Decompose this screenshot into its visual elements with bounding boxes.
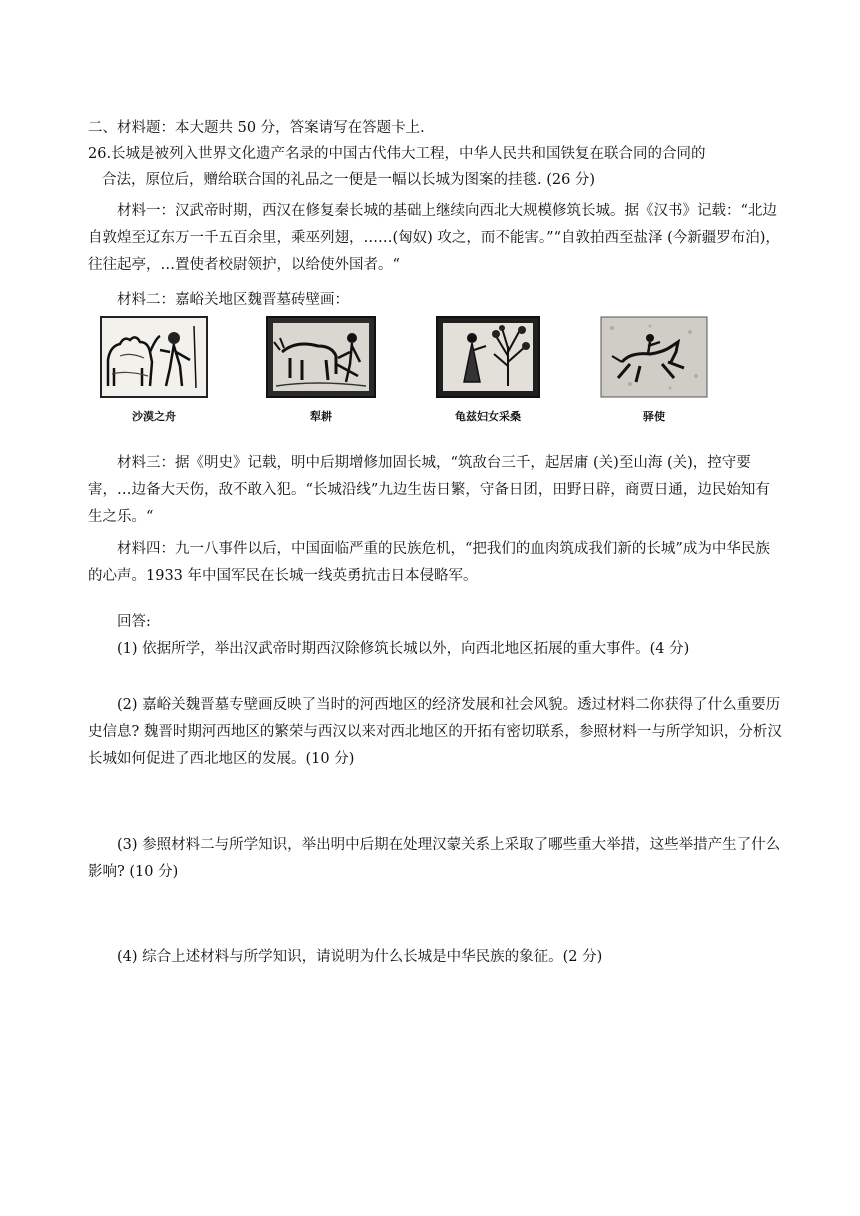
mural-2 [266, 316, 376, 398]
material-1: 材料一：汉武帝时期，西汉在修复秦长城的基础上继续向西北大规模修筑长城。据《汉书》记载：“北边自敦煌至辽东万一千五百余里，乘巫列翅，……(匈奴) 攻之，而不能害。”“自敦拍西至盐泽 (今新疆罗布泊)，往往起亭，…置使者校尉领护，以给使外国者。“ [88, 203, 780, 273]
sub-question-2: (2) 嘉峪关魏晋墓专壁画反映了当时的河西地区的经济发展和社会风貌。透过材料二你获得了什么重要历史信息? 魏晋时期河西地区的繁荣与西汉以来对西北地区的开拓有密切联系，参照材料一与所学知识，分析汉长城如何促进了西北地区的发展。(10 分) [88, 697, 782, 767]
material-4: 材料四：九一八事件以后，中国面临严重的民族危机，“把我们的血肉筑成我们新的长城”成为中华民族的心声。1933 年中国军民在长城一线英勇抗击日本侵略军。 [88, 541, 770, 584]
section-heading: 二、材料题：本大题共 50 分，答案请写在答题卡上. [88, 120, 425, 136]
mural-1 [100, 316, 208, 398]
mulberry-picking-mural-icon [436, 316, 540, 398]
ox-plough-mural-icon [266, 316, 376, 398]
material-3: 材料三：据《明史》记载，明中后期增修加固长城，“筑敌台三千，起居庸 (关)至山海 (关)，控守要害，…边备大天伤，敌不敢入犯。“长城沿线”九边生齿日繁，守备日团，田野日辟，商贾日通，边民始知有生之乐。“ [88, 455, 770, 525]
answer-label: 回答: [117, 614, 151, 630]
mural-3-caption: 龟兹妇女采桑 [455, 410, 521, 423]
mural-gallery [96, 316, 736, 426]
material-2-label: 材料二：嘉峪关地区魏晋墓砖壁画： [117, 292, 349, 308]
mural-2-caption: 犁耕 [310, 410, 332, 423]
mural-3 [436, 316, 540, 398]
question-26-line2: 合法，原位后，赠给联合国的礼品之一便是一幅以长城为图案的挂毯. (26 分) [102, 172, 596, 188]
sub-question-1: (1) 依据所学，举出汉武帝时期西汉除修筑长城以外，向西北地区拓展的重大事件。(4 分) [117, 641, 690, 657]
mural-1-caption: 沙漠之舟 [132, 410, 176, 423]
mural-4-caption: 驿使 [643, 410, 665, 423]
sub-question-4: (4) 综合上述材料与所学知识，请说明为什么长城是中华民族的象征。(2 分) [117, 949, 603, 965]
courier-on-horse-mural-icon [600, 316, 708, 398]
camel-caravan-mural-icon [100, 316, 208, 398]
question-26-line1: 26.长城是被列入世界文化遗产名录的中国古代伟大工程，中华人民共和国铁复在联合同的合同的 [88, 146, 706, 162]
mural-4 [600, 316, 708, 398]
sub-question-3: (3) 参照材料二与所学知识，举出明中后期在处理汉蒙关系上采取了哪些重大举措，这些举措产生了什么影响? (10 分) [88, 837, 781, 880]
